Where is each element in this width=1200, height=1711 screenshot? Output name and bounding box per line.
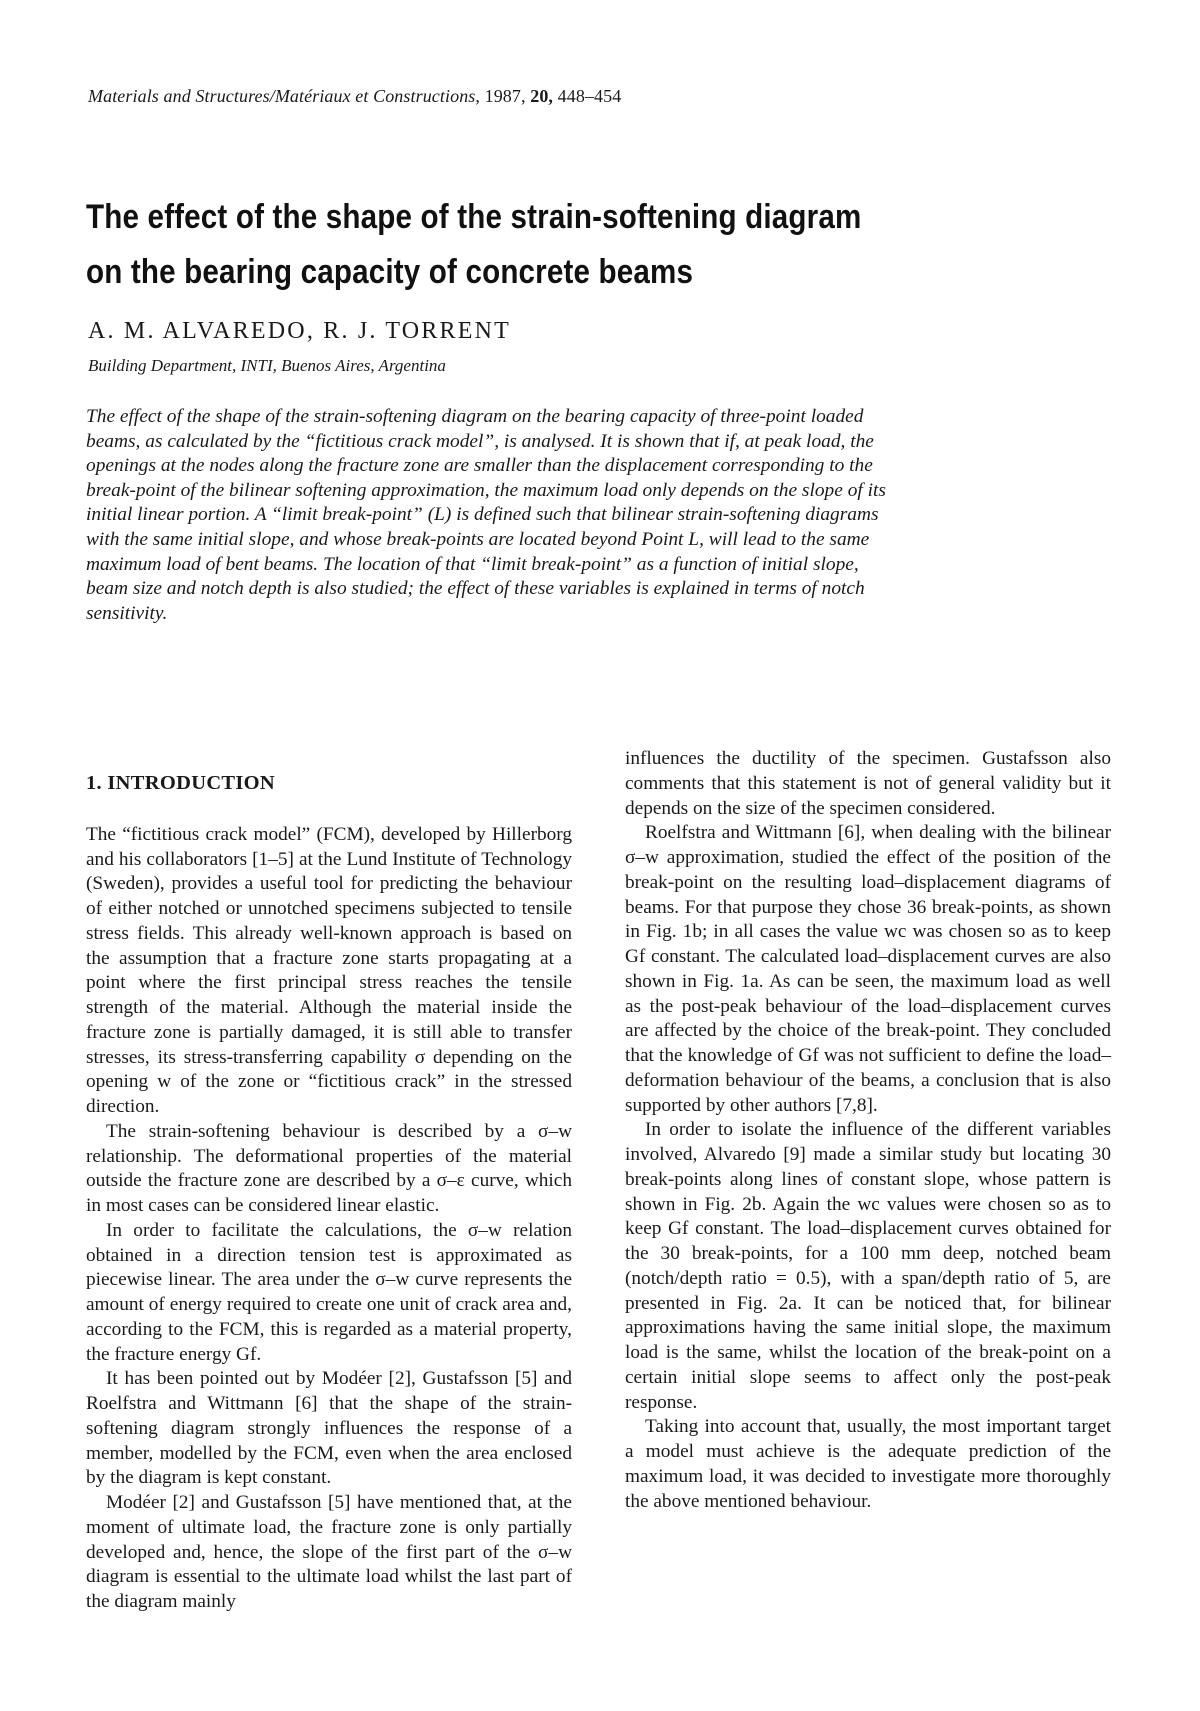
paragraph: influences the ductility of the specimen. Gustafsson also comments that this statement is not of general validity but it depends on the size of the specimen considered. — [625, 748, 1111, 819]
title-line-1: The effect of the shape of the strain-softening diagram — [86, 198, 862, 236]
paragraph: In order to isolate the influence of the different variables involved, Alvaredo [9] made a similar study but locating 30 break-points along lines of constant slope, whose pattern is shown in Fig. 2b. Again the wc values were chosen so as to keep Gf constant. The load–displacement curves obtained for the 30 break-points, for a 100 mm deep, notched beam (notch/depth ratio = 0.5), with a span/depth ratio of 5, are presented in Fig. 2a. It can be noticed that, for bilinear approximations having the same initial slope, the maximum load is the same, whilst the location of the break-point on a certain initial slope seems to affect only the post-peak response. — [625, 1119, 1111, 1413]
paragraph: Modéer [2] and Gustafsson [5] have mentioned that, at the moment of ultimate load, the fracture zone is only partially developed and, hence, the slope of the first part of the σ–w diagram is essential to the ultimate load whilst the last part of the diagram mainly — [86, 1492, 572, 1612]
paragraph: The “fictitious crack model” (FCM), developed by Hillerborg and his collaborators [1–5] at the Lund Institute of Technology (Sweden), provides a useful tool for predicting the behaviour of either notched or unnotched specimens subjected to tensile stress fields. This already well-known approach is based on the assumption that a fracture zone starts propagating at a point where the first principal stress reaches the tensile strength of the material. Although the material inside the fracture zone is partially damaged, it is still able to transfer stresses, its stress-transferring capability σ depending on the opening w of the zone or “fictitious crack” in the stressed direction. — [86, 823, 572, 1117]
authors: A. M. ALVAREDO, R. J. TORRENT — [88, 318, 511, 344]
journal-volume: 20, — [530, 86, 554, 106]
title-line-2: on the bearing capacity of concrete beams — [86, 253, 694, 291]
journal-header: Materials and Structures/Matériaux et Constructions, 1987, 20, 448–454 — [88, 86, 622, 106]
journal-name: Materials and Structures/Matériaux et Constructions — [88, 86, 476, 106]
paper-title — [86, 190, 869, 300]
left-column — [86, 771, 572, 1615]
paragraph: In order to facilitate the calculations, the σ–w relation obtained in a direction tension test is approximated as piecewise linear. The area under the σ–w curve represents the amount of energy required to create one unit of crack area and, according to the FCM, this is regarded as a material property, the fracture energy Gf. — [86, 1219, 572, 1365]
right-column — [625, 747, 1111, 1514]
affiliation: Building Department, INTI, Buenos Aires, Argentina — [88, 356, 446, 375]
abstract: The effect of the shape of the strain-softening diagram on the bearing capacity of three-point loaded beams, as calculated by the “fictitious crack model”, is analysed. It is shown that if, at peak load, the openings at the nodes along the fracture zone are smaller than the displacement corresponding to the break-point of the bilinear softening approximation, the maximum load only depends on the slope of its initial linear portion. A “limit break-point” (L) is defined such that bilinear strain-softening diagrams with the same initial slope, and whose break-points are located beyond Point L, will lead to the same maximum load of bent beams. The location of that “limit break-point” as a function of initial slope, beam size and notch depth is also studied; the effect of these variables is explained in terms of notch sensitivity. — [86, 406, 886, 624]
paragraph: The strain-softening behaviour is described by a σ–w relationship. The deformational properties of the material outside the fracture zone are described by a σ–ε curve, which in most cases can be considered linear elastic. — [86, 1120, 572, 1216]
paragraph: Taking into account that, usually, the most important target a model must achieve is the adequate prediction of the maximum load, it was decided to investigate more thoroughly the above mentioned behaviour. — [625, 1416, 1111, 1512]
journal-year: 1987, — [484, 86, 526, 106]
paragraph: Roelfstra and Wittmann [6], when dealing with the bilinear σ–w approximation, studied the effect of the position of the break-point on the resulting load–displacement diagrams of beams. For that purpose they chose 36 break-points, as shown in Fig. 1b; in all cases the value wc was chosen so as to keep Gf constant. The calculated load–displacement curves are also shown in Fig. 1a. As can be seen, the maximum load as well as the post-peak behaviour of the load–displacement curves are affected by the choice of the break-point. They concluded that the knowledge of Gf was not sufficient to define the load–deformation behaviour of the beams, a conclusion that is also supported by other authors [7,8]. — [625, 822, 1111, 1116]
paragraph: It has been pointed out by Modéer [2], Gustafsson [5] and Roelfstra and Wittmann [6] that the shape of the strain-softening diagram strongly influences the response of a member, modelled by the FCM, even when the area enclosed by the diagram is kept constant. — [86, 1368, 572, 1489]
section-heading: 1. INTRODUCTION — [86, 772, 276, 794]
journal-pages: 448–454 — [557, 86, 622, 106]
